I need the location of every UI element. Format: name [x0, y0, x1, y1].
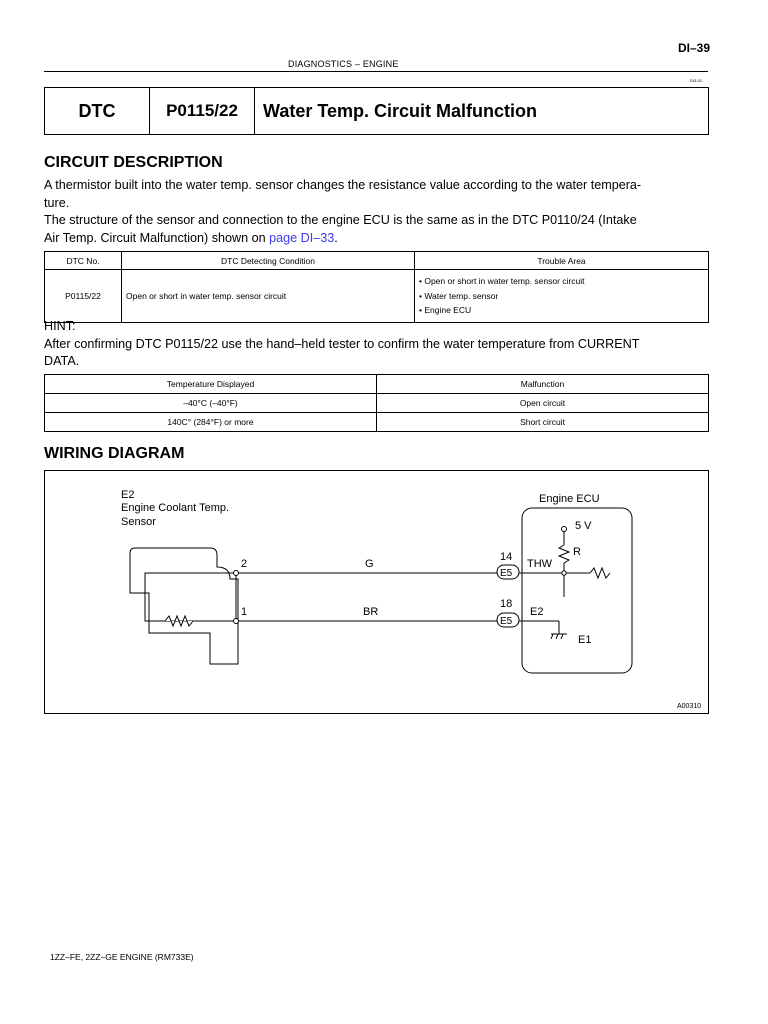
ground-icon-hatch [561, 634, 563, 639]
table-row [45, 270, 709, 323]
ground-icon-hatch [551, 634, 553, 639]
description-line: A thermistor built into the water temp. sensor changes the resistance value according to the water tempera- [44, 178, 642, 192]
table-header: DTC Detecting Condition [122, 252, 415, 270]
ecu-label: Engine ECU [539, 493, 600, 505]
dtc-code: P0115/22 [150, 88, 255, 134]
thw-label: THW [527, 558, 553, 570]
trouble-item: • Engine ECU [419, 305, 472, 316]
circuit-description-text [44, 177, 712, 247]
table-row [45, 394, 709, 413]
condition-cell: Open or short in water temp. sensor circuit [122, 270, 415, 323]
voltage-label: 5 V [575, 520, 592, 532]
page-footer: 1ZZ–FE, 2ZZ–GE ENGINE (RM733E) [50, 952, 194, 962]
vref-node [562, 527, 567, 532]
connector-e5-label: E5 [500, 616, 513, 627]
table-header: DTC No. [45, 252, 122, 270]
table-cell: 140C° (284°F) or more [45, 413, 377, 432]
pin-1-node [234, 619, 239, 624]
table-row [45, 413, 709, 432]
pin-2-label: 2 [241, 558, 248, 570]
description-line [44, 230, 712, 248]
pin-1-label: 1 [241, 606, 248, 618]
sensor-label-code: E2 [121, 489, 135, 501]
table-header: Temperature Displayed [45, 375, 377, 394]
dtc-no-cell: P0115/22 [45, 270, 122, 323]
sensor-housing [130, 548, 238, 664]
pullup-resistor-icon [559, 545, 569, 563]
ecu-resistor-icon [590, 568, 610, 578]
ecu-box [522, 508, 632, 673]
wire-br-label: BR [363, 606, 379, 618]
wiring-diagram-heading: WIRING DIAGRAM [44, 445, 185, 462]
table-header: Malfunction [377, 375, 709, 394]
e1-terminal-label: E1 [578, 634, 592, 646]
trouble-item: • Water temp. sensor [419, 290, 499, 301]
dtc-title-box [44, 87, 709, 135]
section-header: DIAGNOSTICS – ENGINE [288, 59, 399, 69]
thw-node [562, 571, 566, 575]
wiring-diagram-svg [45, 471, 708, 713]
table-header: Trouble Area [415, 252, 709, 270]
description-line: ture. [44, 195, 70, 210]
temperature-table [44, 374, 709, 432]
hint-line: After confirming DTC P0115/22 use the hand–held tester to confirm the water temperature from CURRENT [44, 336, 640, 351]
figure-id: A00310 [677, 703, 702, 710]
header-rule [44, 71, 708, 72]
description-text: . [334, 230, 338, 245]
pin-2-node [234, 571, 239, 576]
thermistor-icon [165, 616, 193, 626]
description-text: Air Temp. Circuit Malfunction) shown on [44, 230, 270, 245]
connector-e5-label: E5 [500, 568, 513, 579]
e2-terminal-label: E2 [530, 606, 544, 618]
circuit-description-heading: CIRCUIT DESCRIPTION [44, 154, 223, 171]
document-code: DI3-01 [689, 78, 702, 83]
terminal-18-label: 18 [500, 598, 513, 610]
dtc-label: DTC [45, 88, 150, 134]
sensor-label-name: Engine Coolant Temp. [121, 502, 230, 514]
wiring-diagram [44, 470, 709, 714]
dtc-table [44, 251, 709, 323]
hint-line: DATA. [44, 354, 80, 368]
wire-g-label: G [365, 558, 374, 570]
table-cell: Open circuit [377, 394, 709, 413]
description-line: The structure of the sensor and connection to the engine ECU is the same as in the DTC P0110/24 (Intake [44, 213, 637, 227]
ground-icon-hatch [556, 634, 558, 639]
resistor-label: R [573, 546, 581, 558]
table-cell: Short circuit [377, 413, 709, 432]
trouble-item: • Open or short in water temp. sensor circuit [419, 276, 585, 287]
hint-label: HINT: [44, 319, 76, 333]
hint-block [44, 318, 712, 371]
trouble-area-cell [415, 270, 709, 323]
table-cell: –40°C (–40°F) [45, 394, 377, 413]
page-number: DI–39 [677, 41, 710, 55]
page-reference-link[interactable]: page DI–33 [269, 230, 335, 245]
sensor-inner-circuit [145, 573, 236, 621]
sensor-label-type: Sensor [121, 516, 156, 528]
terminal-14-label: 14 [500, 551, 513, 563]
dtc-title: Water Temp. Circuit Malfunction [263, 100, 538, 121]
